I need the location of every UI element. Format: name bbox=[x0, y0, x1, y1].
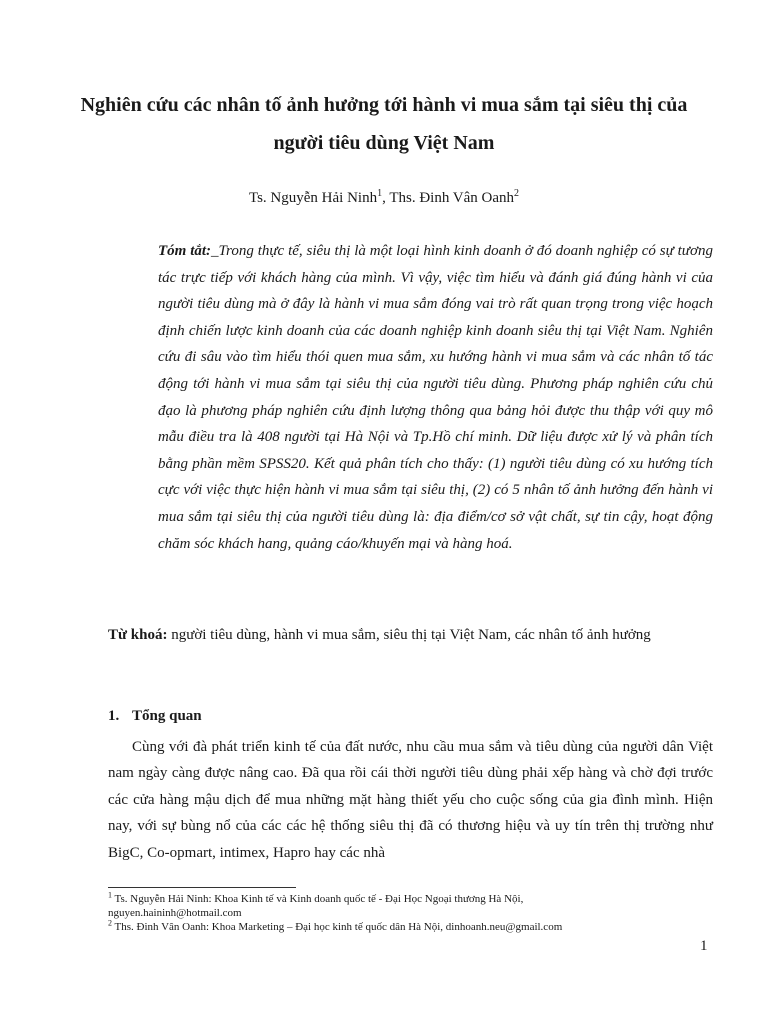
footnote-mark-1[interactable]: 1 bbox=[377, 188, 383, 199]
keywords-text: người tiêu dùng, hành vi mua sắm, siêu thị tại Việt Nam, các nhân tố ảnh hưởng bbox=[171, 627, 651, 643]
author-2: Ths. Đinh Vân Oanh bbox=[389, 190, 515, 206]
footnote-2-mark: 2 bbox=[108, 917, 112, 927]
abstract-text: _Trong thực tế, siêu thị là một loại hình kinh doanh ở đó doanh nghiệp có sự tương tác trực tiếp với khách hàng của mình. Vì vậy, việc tìm hiểu và đánh giá đúng hành vi của người tiêu dùng mà ở đây là hành vi mua sắm đóng vai trò rất quan trọng trong việc hoạch định chiến lược kinh doanh của các doanh nghiệp kinh doanh siêu thị tại Việt Nam. Nghiên cứu đi sâu vào tìm hiểu thói quen mua sắm, xu hướng hành vi mua sắm và các nhân tố tác động tới hành vi mua sắm tại siêu thị của người tiêu dùng. Phương pháp nghiên cứu chủ đạo là phương pháp nghiên cứu định lượng thông qua bảng hỏi được thu thập với quy mô mẫu điều tra là 408 người tại Hà Nội và Tp.Hồ chí minh. Dữ liệu được xử lý và phân tích bằng phần mềm SPSS20. Kết quả phân tích cho thấy: (1) người tiêu dùng có xu hướng tích cực với việc thực hiện hành vi mua sắm tại siêu thị, (2) có 5 nhân tố ảnh hưởng đến hành vi mua sắm tại siêu thị của người tiêu dùng là: địa điểm/cơ sở vật chất, sự tin cậy, hoạt động chăm sóc khách hang, quảng cáo/khuyến mại và hàng hoá. bbox=[158, 243, 713, 552]
footnote-1-email[interactable]: nguyen.haininh@hotmail.com bbox=[108, 906, 242, 919]
footnote-mark-2[interactable]: 2 bbox=[514, 188, 520, 199]
section-paragraph: Cùng với đà phát triển kinh tế của đất nước, nhu cầu mua sắm và tiêu dùng của người dân Việt nam ngày càng được nâng cao. Đã qua rồi cái thời người tiêu dùng phải xếp hàng và chờ đợi trước các cửa hàng mậu dịch để mua những mặt hàng thiết yếu cho cuộc sống của gia đình mình. Hiện nay, với sự bùng nổ của các các hệ thống siêu thị đã có thương hiệu và uy tín trên thị trường như BigC, Co-opmart, intimex, Hapro hay các nhà bbox=[108, 739, 713, 861]
paper-title: Nghiên cứu các nhân tố ảnh hưởng tới hành vi mua sắm tại siêu thị của người tiêu dùng Việt Nam bbox=[80, 94, 688, 154]
section-title: Tổng quan bbox=[132, 708, 202, 724]
footnote-1-mark: 1 bbox=[108, 890, 112, 900]
footnote-2 bbox=[108, 917, 713, 935]
footnotes bbox=[108, 890, 713, 934]
page-number: 1 bbox=[700, 938, 708, 954]
keywords bbox=[108, 622, 713, 648]
section-heading bbox=[108, 704, 202, 728]
author-separator: , bbox=[382, 190, 390, 206]
author-line bbox=[0, 188, 768, 208]
footnote-divider bbox=[108, 887, 296, 888]
footnote-1-text: Ts. Nguyễn Hải Ninh: Khoa Kinh tế và Kinh doanh quốc tế - Đại Học Ngoại thương Hà Nội, bbox=[112, 893, 524, 905]
footnote-1 bbox=[108, 890, 713, 907]
footnote-2-text: Ths. Đinh Vân Oanh: Khoa Marketing – Đại học kinh tế quốc dân Hà Nội, dinhoanh.neu@gmail.com bbox=[112, 920, 563, 933]
abstract-label: Tóm tắt: bbox=[158, 243, 212, 259]
author-1: Ts. Nguyễn Hải Ninh bbox=[248, 190, 378, 206]
abstract bbox=[158, 238, 713, 557]
section-number: 1. bbox=[108, 708, 120, 724]
keywords-label: Từ khoá: bbox=[108, 627, 168, 643]
